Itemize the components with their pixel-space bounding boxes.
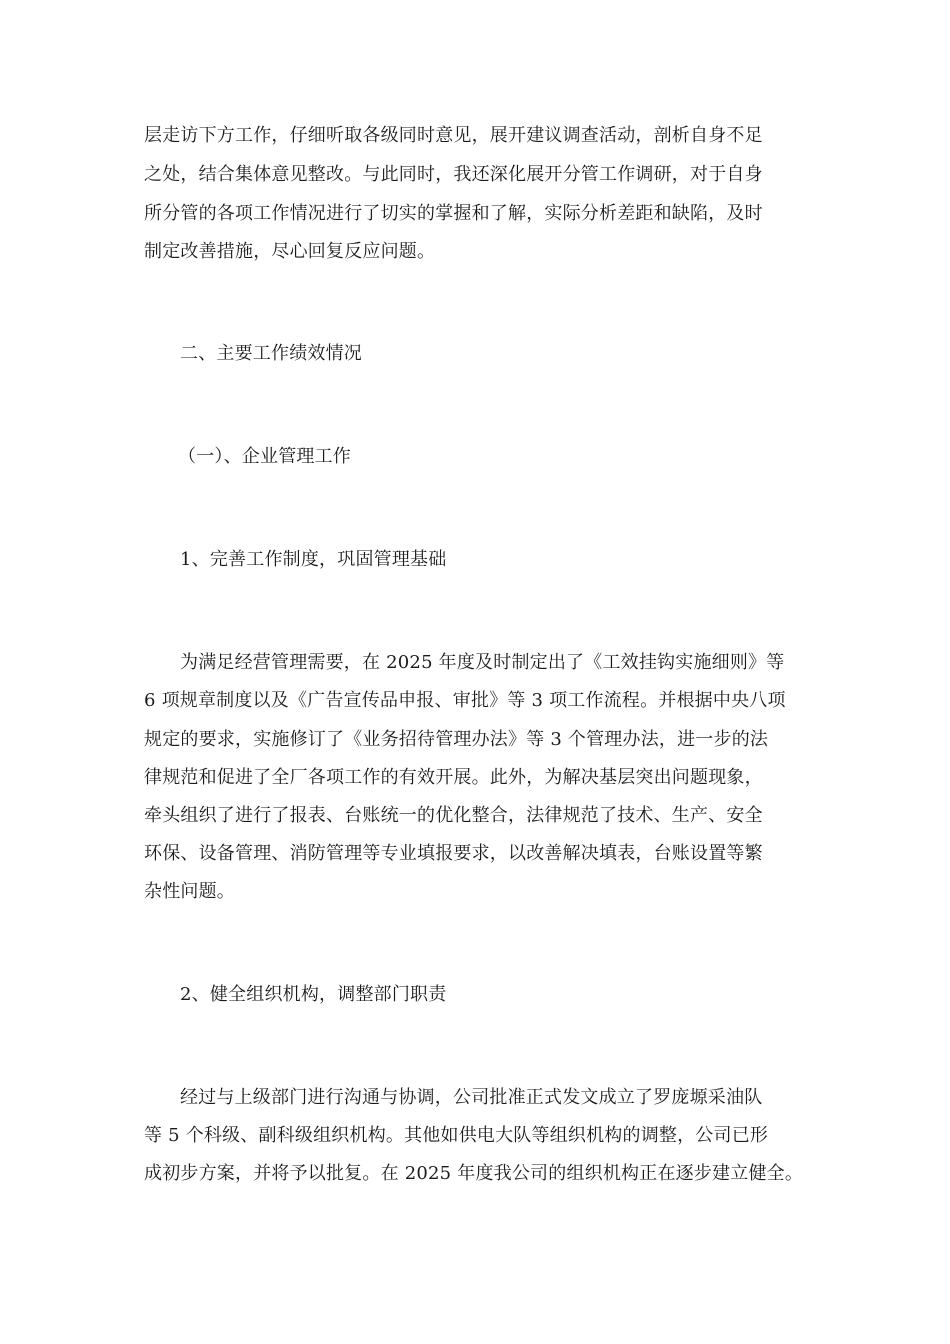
item-2-title: 2、健全组织机构，调整部门职责 (180, 984, 447, 1005)
item-2-line-3: 成初步方案，并将予以批复。在 2025 年度我公司的组织机构正在逐步建立健全。 (144, 1163, 804, 1184)
paragraph-1-line-3: 所分管的各项工作情况进行了切实的掌握和了解，实际分析差距和缺陷，及时 (144, 203, 763, 224)
item-1-line-7: 杂性问题。 (144, 881, 235, 902)
item-2-line-1: 经过与上级部门进行沟通与协调，公司批准正式发文成立了罗庞塬采油队 (180, 1087, 763, 1108)
item-1-title: 1、完善工作制度，巩固管理基础 (180, 549, 447, 570)
item-1-line-1: 为满足经营管理需要，在 2025 年度及时制定出了《工效挂钩实施细则》等 (180, 652, 785, 673)
item-1-line-2: 6 项规章制度以及《广告宣传品申报、审批》等 3 项工作流程。并根据中央八项 (144, 690, 786, 711)
subsection-title: （一）、企业管理工作 (178, 446, 351, 467)
paragraph-1-line-1: 层走访下方工作，仔细听取各级同时意见，展开建议调查活动，剖析自身不足 (144, 125, 763, 146)
section-title: 二、主要工作绩效情况 (180, 343, 362, 364)
item-1-line-4: 律规范和促进了全厂各项工作的有效开展。此外，为解决基层突出问题现象， (144, 767, 763, 788)
paragraph-1-line-2: 之处，结合集体意见整改。与此同时，我还深化展开分管工作调研，对于自身 (144, 164, 763, 185)
item-1-line-3: 规定的要求，实施修订了《业务招待管理办法》等 3 个管理办法，进一步的法 (144, 729, 769, 750)
item-1-line-6: 环保、设备管理、消防管理等专业填报要求，以改善解决填表，台账设置等繁 (144, 843, 763, 864)
paragraph-1-line-4: 制定改善措施，尽心回复反应问题。 (144, 241, 436, 262)
item-1-line-5: 牵头组织了进行了报表、台账统一的优化整合，法律规范了技术、生产、安全 (144, 805, 763, 826)
item-2-line-2: 等 5 个科级、副科级组织机构。其他如供电大队等组织机构的调整，公司已形 (144, 1125, 769, 1146)
